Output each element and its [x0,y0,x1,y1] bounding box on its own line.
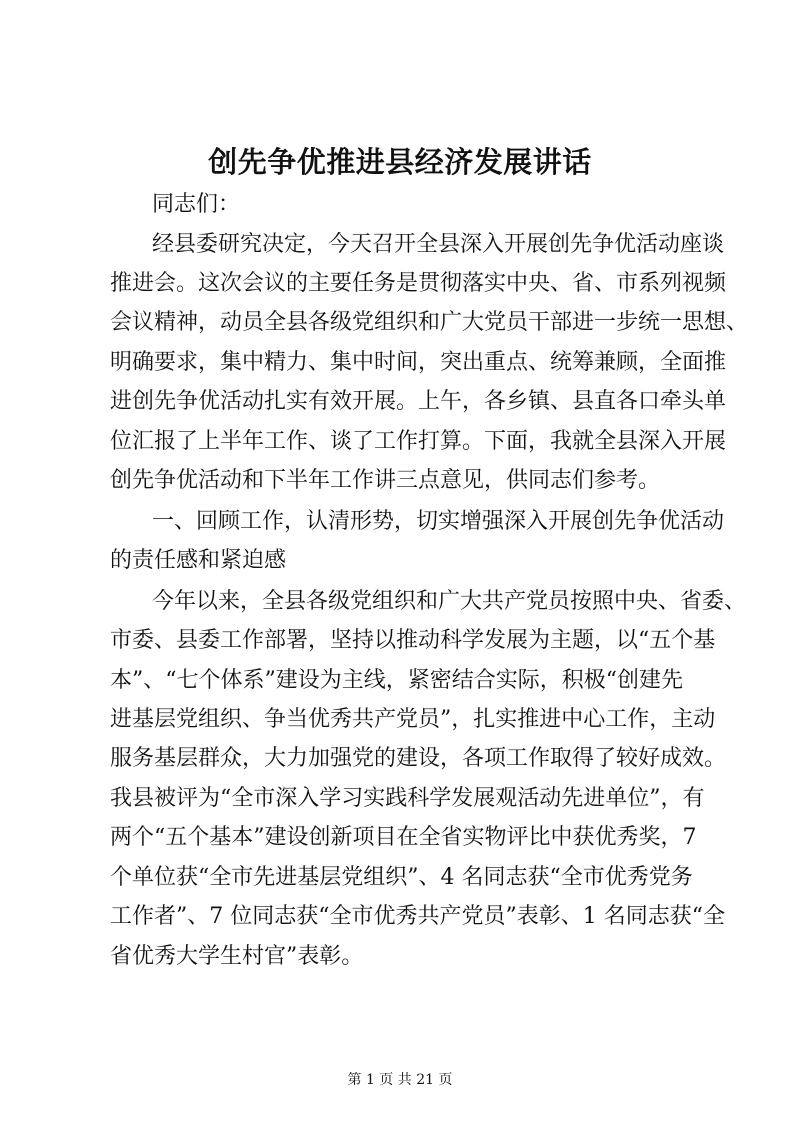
body-line: 创先争优活动和下半年工作讲三点意见，供同志们参考。 [110,468,661,493]
body-line: 进创先争优活动扎实有效开展。上午，各乡镇、县直各口牵头单 [110,389,727,414]
page-number-footer: 第 1 页 共 21 页 [347,1072,453,1088]
body-line: 我县被评为“全市深入学习实践科学发展观活动先进单位”，有 [110,786,705,811]
body-line: 进基层党组织、争当优秀共产党员”，扎实推进中心工作，主动 [110,707,716,732]
body-line: 两个“五个基本”建设创新项目在全省实物评比中获优秀奖，7 [110,825,697,850]
body-line: 推进会。这次会议的主要任务是贯彻落实中央、省、市系列视频 [110,271,727,296]
body-line: 服务基层群众，大力加强党的建设，各项工作取得了较好成效。 [110,746,727,771]
body-line: 会议精神，动员全县各级党组织和广大党员干部进一步统一思想、 [110,310,749,335]
salutation-line: 同志们： [152,192,241,217]
body-line: 省优秀大学生村官”表彰。 [110,944,364,969]
section-heading-line: 一、回顾工作，认清形势，切实增强深入开展创先争优活动 [152,509,725,534]
body-line: 个单位获“全市先进基层党组织”、4 名同志获“全市优秀党务 [110,865,693,890]
section-heading-line: 的责任感和紧迫感 [110,548,287,573]
body-line: 位汇报了上半年工作、谈了工作打算。下面，我就全县深入开展 [110,429,727,454]
body-line: 本”、“七个体系”建设为主线，紧密结合实际，积极“创建先 [110,668,683,693]
document-title: 创先争优推进县经济发展讲话 [208,145,592,179]
body-line: 今年以来，全县各级党组织和广大共产党员按照中央、省委、 [152,589,747,614]
body-line: 经县委研究决定，今天召开全县深入开展创先争优活动座谈 [152,232,725,257]
body-line: 明确要求，集中精力、集中时间，突出重点、统筹兼顾，全面推 [110,350,727,375]
body-line: 市委、县委工作部署，坚持以推动科学发展为主题，以“五个基 [110,628,716,653]
body-line: 工作者”、7 位同志获“全市优秀共产党员”表彰、1 名同志获“全 [110,904,725,929]
